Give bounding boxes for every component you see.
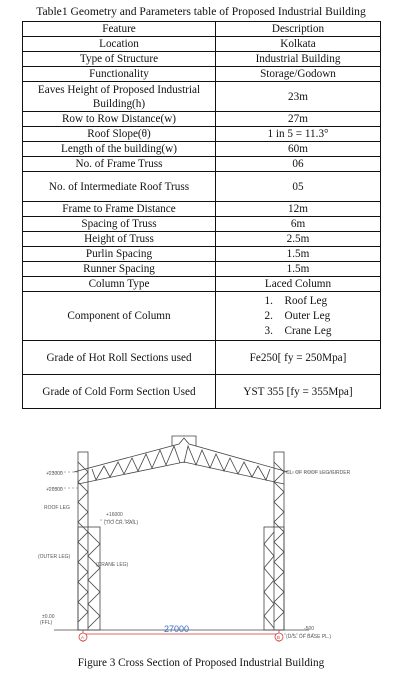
list-item: 1. Roof Leg bbox=[264, 294, 328, 307]
row-feature: Roof Slope(θ) bbox=[23, 127, 216, 142]
level-23000-label: +23000 bbox=[46, 471, 63, 477]
table-row bbox=[23, 277, 381, 292]
row-feature: Type of Structure bbox=[23, 52, 216, 67]
row-value: 1 in 5 = 11.3° bbox=[216, 127, 381, 142]
table-row bbox=[23, 52, 381, 67]
row-feature: Height of Truss bbox=[23, 232, 216, 247]
row-value: Fe250[ fy = 250Mpa] bbox=[216, 341, 381, 375]
truss-web-left bbox=[92, 446, 180, 480]
row-value: 60m bbox=[216, 142, 381, 157]
level-20500-label: +20500 bbox=[46, 487, 63, 493]
row-value: 1.5m bbox=[216, 247, 381, 262]
parameters-table bbox=[22, 21, 381, 409]
ffl-value-label: ±0.00 bbox=[42, 614, 55, 620]
row-feature: Frame to Frame Distance bbox=[23, 202, 216, 217]
table-row bbox=[23, 341, 381, 375]
list-item: 3. Crane Leg bbox=[264, 324, 332, 337]
row-value: Laced Column bbox=[216, 277, 381, 292]
right-lacing bbox=[274, 462, 284, 622]
roof-girder-label: CL. OF ROOF LEG/GIRDER bbox=[286, 470, 351, 476]
grid-a-label: A bbox=[81, 635, 85, 640]
header-description: Description bbox=[216, 22, 381, 37]
row-feature: No. of Intermediate Roof Truss bbox=[23, 172, 216, 202]
table-row bbox=[23, 112, 381, 127]
table-row bbox=[23, 375, 381, 409]
table-row bbox=[23, 202, 381, 217]
right-crane-lacing bbox=[264, 532, 274, 628]
table-caption: Table1 Geometry and Parameters table of Proposed Industrial Building bbox=[36, 5, 366, 18]
row-feature: Eaves Height of Proposed Industrial Building(h) bbox=[23, 82, 216, 112]
row-feature: Length of the building(w) bbox=[23, 142, 216, 157]
table-row bbox=[23, 82, 381, 112]
base-value-label: -500 bbox=[304, 626, 315, 632]
row-value: YST 355 [fy = 355Mpa] bbox=[216, 375, 381, 409]
table-row bbox=[23, 292, 381, 341]
header-feature: Feature bbox=[23, 22, 216, 37]
ffl-label: (FFL) bbox=[40, 620, 53, 626]
cross-section-drawing bbox=[34, 432, 370, 644]
rail-level-label: +16000 bbox=[106, 512, 123, 518]
span-label: 27000 bbox=[164, 624, 190, 634]
grid-b-label: B bbox=[277, 635, 281, 640]
row-value: 06 bbox=[216, 157, 381, 172]
row-feature: Location bbox=[23, 37, 216, 52]
table-row bbox=[23, 37, 381, 52]
table-row bbox=[23, 172, 381, 202]
outer-leg-label: (OUTER LEG) bbox=[38, 554, 71, 560]
table-row bbox=[23, 142, 381, 157]
row-value: 12m bbox=[216, 202, 381, 217]
row-value: 1.5m bbox=[216, 262, 381, 277]
rail-note-label: (T/O CR. RAIL) bbox=[104, 520, 139, 526]
table-row bbox=[23, 157, 381, 172]
table-row bbox=[23, 217, 381, 232]
row-value: 27m bbox=[216, 112, 381, 127]
truss-top-chord bbox=[74, 438, 288, 472]
row-value: 23m bbox=[216, 82, 381, 112]
roof-leg-label: ROOF LEG bbox=[44, 505, 70, 511]
row-value: 2.5m bbox=[216, 232, 381, 247]
table-row bbox=[23, 232, 381, 247]
row-feature: Runner Spacing bbox=[23, 262, 216, 277]
table-row bbox=[23, 247, 381, 262]
row-feature: Column Type bbox=[23, 277, 216, 292]
base-note-label: (U/S. OF BASE PL.) bbox=[286, 634, 332, 640]
table-row bbox=[23, 67, 381, 82]
row-feature: Functionality bbox=[23, 67, 216, 82]
left-lacing bbox=[78, 462, 88, 622]
row-feature: Row to Row Distance(w) bbox=[23, 112, 216, 127]
row-value: Industrial Building bbox=[216, 52, 381, 67]
row-feature: No. of Frame Truss bbox=[23, 157, 216, 172]
row-feature: Purlin Spacing bbox=[23, 247, 216, 262]
figure-caption: Figure 3 Cross Section of Proposed Industrial Building bbox=[77, 657, 325, 669]
table-row bbox=[23, 127, 381, 142]
column-components-list bbox=[265, 294, 332, 339]
row-feature: Spacing of Truss bbox=[23, 217, 216, 232]
crane-leg-label: (CRANE LEG) bbox=[96, 562, 129, 568]
row-value: 05 bbox=[216, 172, 381, 202]
left-crane-lacing bbox=[88, 532, 100, 628]
row-feature: Grade of Hot Roll Sections used bbox=[23, 341, 216, 375]
row-value: 6m bbox=[216, 217, 381, 232]
list-item: 2. Outer Leg bbox=[264, 309, 331, 322]
table-header-row bbox=[23, 22, 381, 37]
row-value: Kolkata bbox=[216, 37, 381, 52]
row-value: Storage/Godown bbox=[216, 67, 381, 82]
row-feature: Grade of Cold Form Section Used bbox=[23, 375, 216, 409]
row-feature: Component of Column bbox=[23, 292, 216, 341]
row-value bbox=[216, 292, 381, 341]
truss-bottom-chord bbox=[78, 462, 284, 484]
table-row bbox=[23, 262, 381, 277]
